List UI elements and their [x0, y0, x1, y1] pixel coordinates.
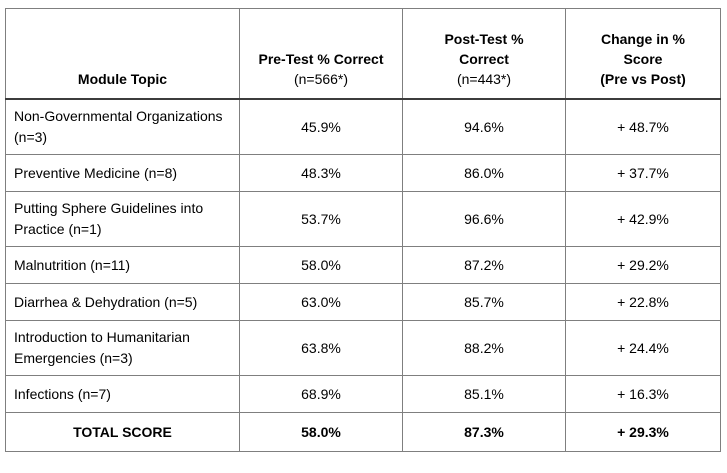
- row-pre: 58.0%: [240, 247, 403, 284]
- header-change-title: Change in %: [600, 31, 685, 47]
- row-topic: Introduction to Humanitarian Emergencies (n=3): [6, 321, 240, 376]
- row-post: 85.1%: [403, 376, 566, 413]
- table-row: [6, 284, 721, 321]
- row-topic: Malnutrition (n=11): [6, 247, 240, 284]
- row-topic: Infections (n=7): [6, 376, 240, 413]
- header-pre-test-n: (n=566*): [293, 71, 349, 87]
- module-scores-table: [5, 8, 721, 452]
- header-module-topic-label: Module Topic: [77, 71, 168, 87]
- table-body: [6, 99, 721, 452]
- header-post-test: [403, 9, 566, 100]
- row-change: + 24.4%: [566, 321, 721, 376]
- total-label: TOTAL SCORE: [6, 413, 240, 452]
- table-row: [6, 376, 721, 413]
- header-post-test-title: Post-Test %: [444, 31, 524, 47]
- row-change: + 37.7%: [566, 155, 721, 192]
- row-change: + 16.3%: [566, 376, 721, 413]
- row-topic: Non-Governmental Organizations (n=3): [6, 99, 240, 155]
- row-pre: 63.0%: [240, 284, 403, 321]
- row-pre: 63.8%: [240, 321, 403, 376]
- header-post-test-title-2: Correct: [459, 51, 509, 67]
- row-pre: 48.3%: [240, 155, 403, 192]
- table-row: [6, 247, 721, 284]
- total-row: [6, 413, 721, 452]
- row-post: 94.6%: [403, 99, 566, 155]
- header-row: [6, 9, 721, 100]
- total-post: 87.3%: [403, 413, 566, 452]
- row-pre: 53.7%: [240, 192, 403, 247]
- header-post-test-n: (n=443*): [456, 71, 512, 87]
- row-post: 88.2%: [403, 321, 566, 376]
- table-row: [6, 321, 721, 376]
- row-pre: 68.9%: [240, 376, 403, 413]
- header-change-title-2: Score: [623, 51, 663, 67]
- row-topic: Putting Sphere Guidelines into Practice (n=1): [6, 192, 240, 247]
- table-row: [6, 192, 721, 247]
- row-change: + 42.9%: [566, 192, 721, 247]
- table-row: [6, 155, 721, 192]
- header-module-topic: [6, 9, 240, 100]
- row-pre: 45.9%: [240, 99, 403, 155]
- table-row: [6, 99, 721, 155]
- row-change: + 48.7%: [566, 99, 721, 155]
- header-change: [566, 9, 721, 100]
- row-topic: Diarrhea & Dehydration (n=5): [6, 284, 240, 321]
- row-post: 96.6%: [403, 192, 566, 247]
- total-pre: 58.0%: [240, 413, 403, 452]
- total-change: + 29.3%: [566, 413, 721, 452]
- header-change-sub: (Pre vs Post): [600, 71, 686, 87]
- row-change: + 22.8%: [566, 284, 721, 321]
- row-topic: Preventive Medicine (n=8): [6, 155, 240, 192]
- row-post: 87.2%: [403, 247, 566, 284]
- row-change: + 29.2%: [566, 247, 721, 284]
- row-post: 86.0%: [403, 155, 566, 192]
- header-pre-test: [240, 9, 403, 100]
- table-header: [6, 9, 721, 100]
- row-post: 85.7%: [403, 284, 566, 321]
- header-pre-test-title: Pre-Test % Correct: [258, 51, 384, 67]
